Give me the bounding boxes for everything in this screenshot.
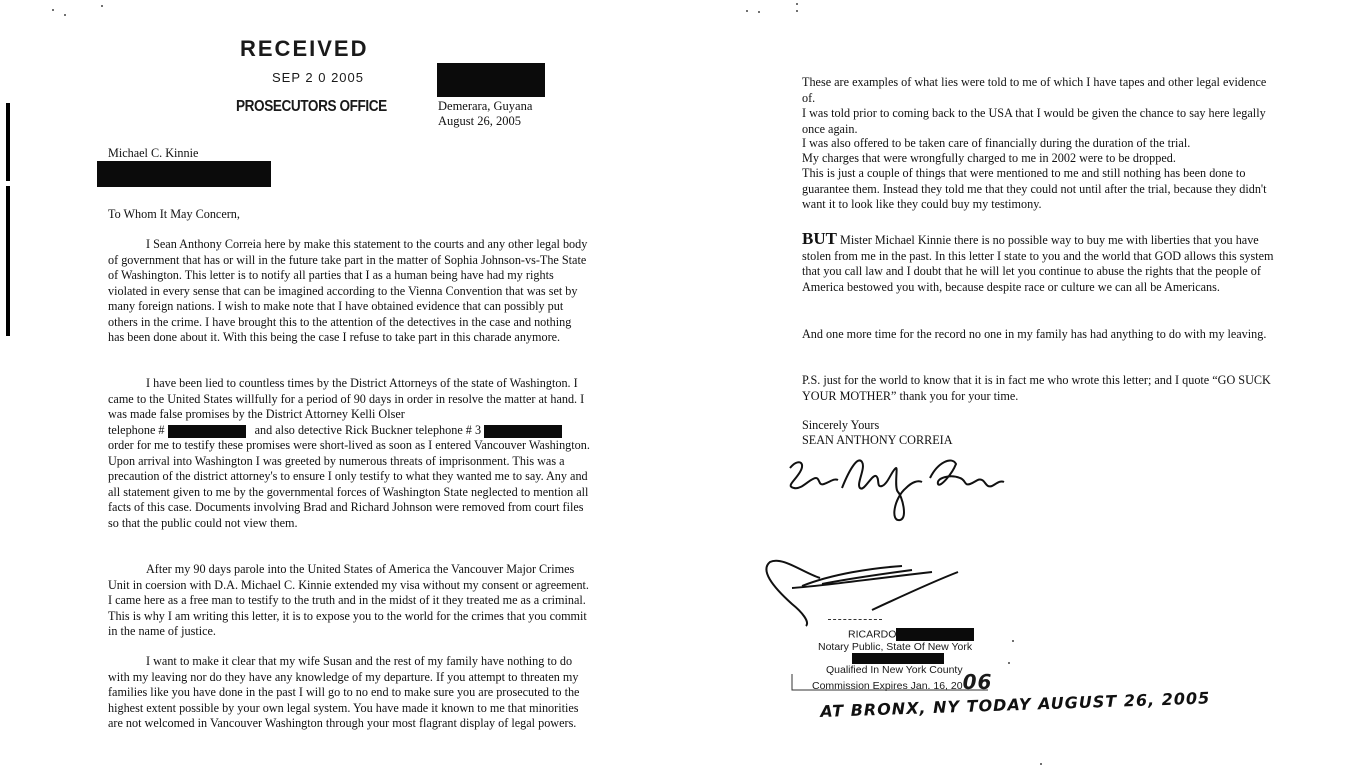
letter-date: August 26, 2005 <box>438 114 521 128</box>
paragraph-lied-to-continued: order for me to testify these promises were short-lived as soon as I entered Vancouver Washington. Upon arrival into Washington I was greeted by numerous threats of imprisonment. This was a precaution of the district attorney's to ensure I only testify to what they wanted me to say. Any and all statement given to me by the governmental forces of Washington State neglected to mention all facts of this case. Documents involving Brad and Richard Johnson were removed from court files so that the public could not view them. <box>108 438 590 530</box>
paragraph-charges: My charges that were wrongfully charged to me in 2002 were to be dropped. <box>802 151 1176 165</box>
phone-line <box>108 423 590 439</box>
notary-id-redaction <box>852 653 944 664</box>
salutation: To Whom It May Concern, <box>108 207 240 221</box>
scan-speck <box>796 10 798 12</box>
but-text: Mister Michael Kinnie there is no possible way to buy me with liberties that you have stolen from me in the past. In this letter I state to you and the world that GOD allows this system that you call law and I doubt that he will let you continue to abuse the rights that the people of America bestowed you with, because despite race or culture we can all be Americans. <box>802 233 1274 294</box>
notary-commission: Commission Expires Jan. 16, 20 <box>812 680 963 692</box>
notary-name: RICARDO <box>848 628 897 641</box>
paragraph-told-prior: I was told prior to coming back to the USA that I would be given the chance to say here legally once again. <box>802 106 1266 136</box>
paragraph-parole: After my 90 days parole into the United States of America the Vancouver Major Crimes Unit in coersion with D.A. Michael C. Kinnie extended my visa without my consent or agreement. I came here as a free man to testify to the truth and in the midst of it they treated me as a criminal. This is why I am writing this letter, it is to expose you to the world for the crimes that you commit in the name of justice. <box>108 562 589 638</box>
paragraph-couple-of-things: This is just a couple of things that were mentioned to me and still nothing has been done to guarantee them. Instead they told me that they could not until after the trial, because they didn't want it to look like they could buy my testimony. <box>802 166 1267 211</box>
notary-title: Notary Public, State Of New York <box>818 641 973 653</box>
signature-correia <box>780 448 1010 528</box>
margin-mark <box>6 103 10 181</box>
scan-speck <box>758 11 760 13</box>
scan-speck <box>1008 662 1010 664</box>
scan-speck <box>746 10 748 12</box>
phone-redaction-b <box>484 425 562 438</box>
scan-speck <box>64 14 66 16</box>
notary-commission-year: 06 <box>962 670 993 694</box>
scan-speck <box>796 3 798 5</box>
scan-speck <box>52 9 54 11</box>
paragraph-family-note: And one more time for the record no one in my family has had anything to do with my leaving. <box>802 327 1267 341</box>
phone-label-b: and also detective Rick Buckner telephone # 3 <box>254 423 482 437</box>
paragraph-financial: I was also offered to be taken care of financially during the duration of the trial. <box>802 136 1191 150</box>
letter-place-date <box>438 99 532 129</box>
paragraph-ps: P.S. just for the world to know that it is in fact me who wrote this letter; and I quote “GO SUCK YOUR MOTHER” thank you for your time. <box>802 373 1271 403</box>
signer-name: SEAN ANTHONY CORREIA <box>802 433 953 447</box>
received-date: SEP 2 0 2005 <box>272 70 364 85</box>
received-stamp: RECEIVED <box>240 36 369 61</box>
redaction-block <box>437 63 545 97</box>
notary-signature <box>762 552 962 632</box>
paragraph-lied-to: I have been lied to countless times by the District Attorneys of the state of Washington. I came to the United States willfully for a period of 90 days in order in resolve the matter at hand. I was made false promises by the District Attorney Kelli Olser <box>108 376 585 421</box>
notary-bracket <box>788 672 998 696</box>
letter-place: Demerara, Guyana <box>438 99 533 113</box>
notary-name-redaction <box>896 628 974 641</box>
scan-speck <box>101 5 103 7</box>
notary-rule <box>828 619 882 620</box>
closing: Sincerely Yours <box>802 418 880 432</box>
paragraph-but <box>802 231 1282 295</box>
prosecutors-office-stamp: PROSECUTORS OFFICE <box>236 98 387 115</box>
notary-qualified: Qualified In New York County <box>826 664 963 676</box>
paragraph-examples: These are examples of what lies were told to me of which I have tapes and other legal evidence of. <box>802 75 1267 105</box>
margin-mark <box>6 186 10 336</box>
scan-speck <box>1040 763 1042 765</box>
recipient-name: Michael C. Kinnie <box>108 146 199 160</box>
phone-label-a: telephone # <box>108 423 165 437</box>
recipient-address-redaction <box>97 161 271 187</box>
paragraph-statement: I Sean Anthony Correia here by make this statement to the courts and any other legal body of government that has or will in the future take part in the matter of Sophia Johnson-vs-The State of Washington. This letter is to notify all parties that I as a human being have had my rights violated in every sense that can be imagined according to the Vienna Convention that was set by many foreign nations. I wish to make note that I have obtained evidence that can possibly put others in the crime. I have brought this to the attention of the detectives in the case and nothing has been done about it. With this being the case I refuse to take part in this charade anymore. <box>108 237 588 344</box>
paragraph-family: I want to make it clear that my wife Susan and the rest of my family have nothing to do with my leaving nor do they have any knowledge of my departure. If you attempt to threaten my families like you have done in the past I will go to no end to make sure you are prosecuted to the highest extent possible by your own legal system. You have made it known to me that minorities are not welcomed in Vancouver Washington through your most flagrant display of legal powers. <box>108 654 580 730</box>
scan-speck <box>1012 640 1014 642</box>
notary-handwritten-location: AT BRONX, NY TODAY AUGUST 26, 2005 <box>820 688 1211 721</box>
phone-redaction-a <box>168 425 246 438</box>
but-word: BUT <box>802 229 837 248</box>
